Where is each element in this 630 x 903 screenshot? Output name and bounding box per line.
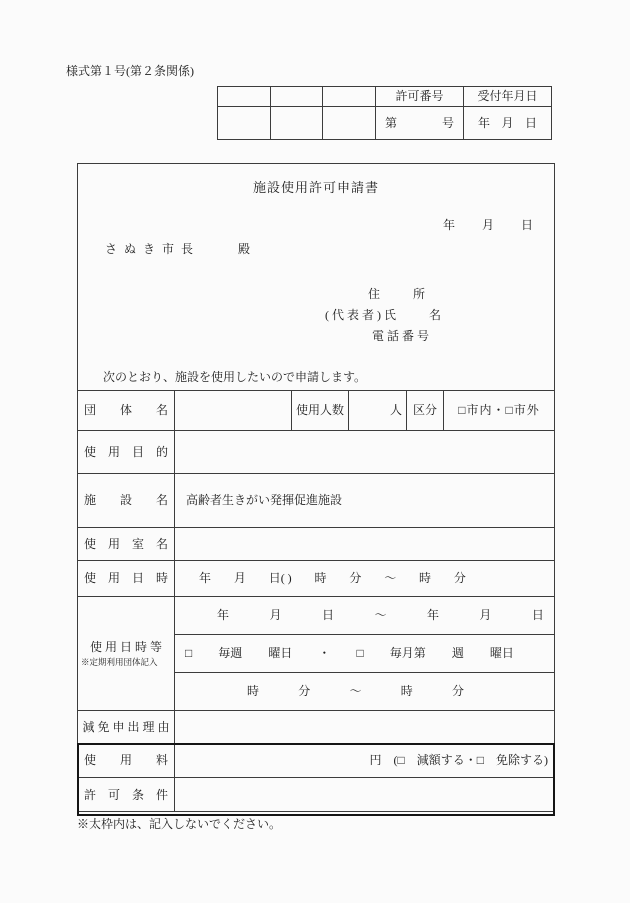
range-year2-label: 年 xyxy=(426,608,439,623)
facility-value-cell xyxy=(174,474,554,527)
exemption-input-cell xyxy=(174,711,554,743)
stamp-value-row xyxy=(218,106,551,139)
conditions-label xyxy=(78,778,174,812)
users-count-unit-cell xyxy=(348,391,406,430)
facility-name-value: 高齢者生きがい発揮促進施設 xyxy=(186,493,343,508)
group-name-label-text: 団 体 名 xyxy=(83,403,168,418)
users-count-label xyxy=(291,391,348,430)
time-minute1-label: 分 xyxy=(298,684,311,699)
stamp-cell-empty xyxy=(322,107,375,139)
schedule-content-cell xyxy=(174,597,554,710)
purpose-label xyxy=(78,431,174,473)
table-row-datetime xyxy=(78,560,554,596)
users-count-unit: 人 xyxy=(389,403,402,418)
stamp-cell-empty xyxy=(270,87,322,106)
receipt-day-label: 日 xyxy=(524,115,537,130)
form-title: 施設使用許可申請書 xyxy=(252,180,379,195)
applicant-name-label: (代表者)氏 名 xyxy=(325,308,444,322)
schedule-sublabel-text: ※定期利用団体記入 xyxy=(81,657,158,668)
datetime-label-text: 使 用 日 時 xyxy=(83,571,168,586)
application-date-line: 年 月 日 xyxy=(442,218,534,232)
range-day1-label: 日 xyxy=(321,608,334,623)
room-label-text: 使 用 室 名 xyxy=(83,536,168,551)
conditions-label-text: 許 可 条 件 xyxy=(83,787,168,802)
datetime-minute2-label: 分 xyxy=(453,571,466,586)
receipt-year-label: 年 xyxy=(478,115,491,130)
exemption-label-text: 減免申出理由 xyxy=(82,719,173,734)
monthly-checkbox-icon: □ xyxy=(356,646,364,661)
purpose-label-text: 使 用 目 的 xyxy=(83,444,168,459)
range-tilde: ～ xyxy=(374,608,387,623)
table-row-conditions xyxy=(78,777,554,812)
stamp-cell-empty xyxy=(218,107,270,139)
receipt-month-label: 月 xyxy=(501,115,514,130)
receipt-date-header-text: 受付年月日 xyxy=(477,89,538,104)
monthly-nth-label: 毎月第 xyxy=(389,646,426,661)
datetime-hour2-label: 時 xyxy=(419,571,432,586)
datetime-day-label: 日( ) xyxy=(268,571,292,586)
table-row-group-name xyxy=(78,391,554,430)
group-name-input-cell xyxy=(174,391,291,430)
fee-label xyxy=(78,744,174,777)
fee-value-cell xyxy=(174,744,554,777)
monthly-weekday-label: 曜日 xyxy=(489,646,514,661)
addressee-line: さぬき市長 殿 xyxy=(105,242,258,256)
users-count-label-text: 使用人数 xyxy=(295,403,344,418)
weekly-weekday-label: 曜日 xyxy=(268,646,293,661)
conditions-input-cell xyxy=(174,778,554,812)
category-label-text: 区分 xyxy=(412,403,437,418)
footer-note: ※太枠内は、記入しないでください。 xyxy=(77,817,282,831)
fee-label-text: 使 用 料 xyxy=(83,753,168,768)
stamp-cell-empty xyxy=(218,87,270,106)
weekly-checkbox-icon: □ xyxy=(185,646,193,661)
permit-number-header xyxy=(375,87,463,106)
table-row-facility xyxy=(78,473,554,527)
room-input-cell xyxy=(174,528,554,560)
facility-label xyxy=(78,474,174,527)
stamp-cell-empty xyxy=(270,107,322,139)
main-form-box xyxy=(77,163,555,812)
fee-amount-options: 円 (□ 減額する・□ 免除する) xyxy=(369,753,548,768)
table-row-room xyxy=(78,527,554,560)
category-options-cell xyxy=(443,391,554,430)
room-label xyxy=(78,528,174,560)
range-month1-label: 月 xyxy=(269,608,282,623)
weekly-separator-dot: ・ xyxy=(318,646,331,661)
time-hour2-label: 時 xyxy=(400,684,413,699)
permit-number-prefix: 第 xyxy=(385,115,398,130)
datetime-hour-label: 時 xyxy=(314,571,327,586)
datetime-month-label: 月 xyxy=(233,571,246,586)
datetime-year-label: 年 xyxy=(199,571,212,586)
form-code-label: 様式第１号(第２条関係) xyxy=(66,64,194,78)
receipt-date-field xyxy=(463,107,551,139)
facility-label-text: 施 設 名 xyxy=(83,493,168,508)
monthly-week-label: 週 xyxy=(451,646,464,661)
permit-number-header-text: 許可番号 xyxy=(395,89,444,104)
datetime-input-cell xyxy=(174,561,554,596)
group-name-label xyxy=(78,391,174,430)
applicant-address-label: 住 所 xyxy=(368,287,429,301)
range-year1-label: 年 xyxy=(217,608,230,623)
applicant-phone-label: 電話番号 xyxy=(372,329,433,343)
range-day2-label: 日 xyxy=(531,608,544,623)
table-row-exemption xyxy=(78,710,554,743)
permit-number-suffix: 号 xyxy=(441,115,454,130)
receipt-date-header xyxy=(463,87,551,106)
range-month2-label: 月 xyxy=(479,608,492,623)
time-minute2-label: 分 xyxy=(451,684,464,699)
schedule-label xyxy=(78,597,174,710)
schedule-weekly-row xyxy=(175,634,554,672)
schedule-label-text: 使 用 日 時 等 xyxy=(89,639,162,654)
time-hour1-label: 時 xyxy=(247,684,260,699)
weekly-every-week-label: 毎週 xyxy=(218,646,243,661)
datetime-tilde: ～ xyxy=(384,571,397,586)
time-tilde: ～ xyxy=(349,684,362,699)
permit-number-field xyxy=(375,107,463,139)
exemption-label xyxy=(78,711,174,743)
table-row-purpose xyxy=(78,430,554,473)
table-row-schedule xyxy=(78,596,554,710)
schedule-date-range-row xyxy=(175,597,554,634)
schedule-time-range-row xyxy=(175,672,554,710)
stamp-header-row xyxy=(218,87,551,106)
stamp-cell-empty xyxy=(322,87,375,106)
intro-sentence: 次のとおり、施設を使用したいので申請します。 xyxy=(103,370,367,384)
application-table xyxy=(78,390,554,812)
approval-stamp-table xyxy=(217,86,552,140)
purpose-input-cell xyxy=(174,431,554,473)
category-label xyxy=(406,391,443,430)
category-checkbox-options: □市内・□市外 xyxy=(458,403,540,418)
datetime-label xyxy=(78,561,174,596)
datetime-minute-label: 分 xyxy=(349,571,362,586)
table-row-fee xyxy=(78,743,554,777)
